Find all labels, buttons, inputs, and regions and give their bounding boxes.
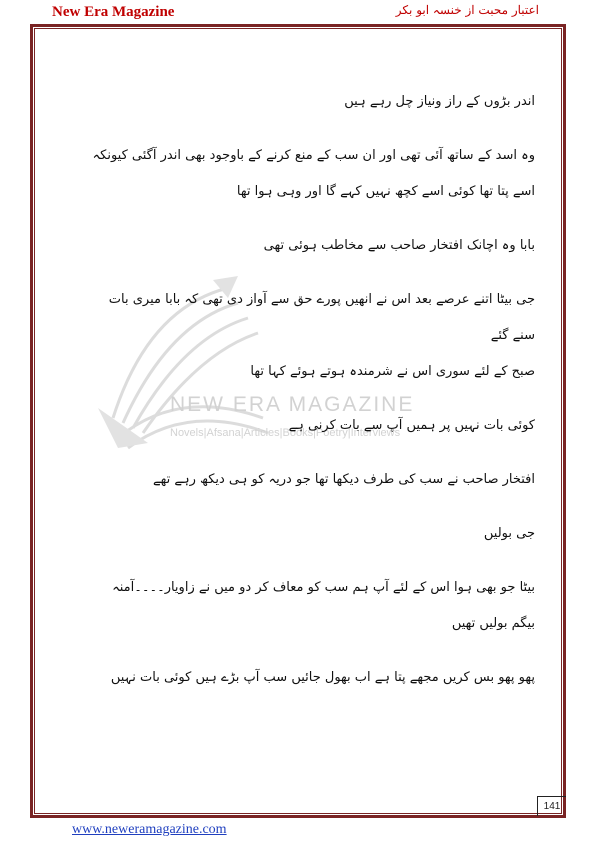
- watermark-title: NEW ERA MAGAZINE: [170, 393, 415, 416]
- text-line: جی بولیں: [483, 526, 535, 541]
- paragraph: [55, 660, 535, 696]
- paragraph: [55, 408, 535, 444]
- text-line: کوئی بات نہیں پر ہمیں آپ سے بات کرنی ہے: [288, 418, 535, 433]
- paragraph: [55, 282, 535, 354]
- text-line: سنے گئے: [490, 328, 535, 343]
- page-number: 141: [537, 796, 566, 816]
- text-line: بیگم بولیں تھیں: [451, 616, 535, 631]
- text-line: اندر بڑوں کے راز ونیاز چل رہے ہیں: [344, 94, 535, 109]
- website-link[interactable]: www.neweramagazine.com: [72, 822, 227, 837]
- text-line: افتخار صاحب نے سب کی طرف دیکھا تھا جو دریہ کو ہی دیکھ رہے تھے: [152, 472, 535, 487]
- paragraph: [55, 516, 535, 552]
- paragraph: [55, 462, 535, 498]
- text-line: بیٹا جو بھی ہوا اس کے لئے آپ ہم سب کو معاف کر دو میں نے زاویار۔۔۔۔آمنہ: [112, 580, 535, 595]
- paragraph: [55, 228, 535, 264]
- text-line: پھو پھو بس کریں مجھے پتا ہے اب بھول جائیں سب آپ بڑے ہیں کوئی بات نہیں: [110, 670, 535, 685]
- text-line: صبح کے لئے سوری اس نے شرمندہ ہوتے ہوئے کہا تھا: [250, 364, 535, 379]
- story-title: اعتبار محبت از خنسہ ابو بکر: [395, 3, 539, 17]
- paragraph: [55, 84, 535, 120]
- watermark-subtitle: Novels|Afsana|Articles|Books|Poetry|Interviews: [170, 427, 401, 439]
- text-line: اسے پتا تھا کوئی اسے کچھ نہیں کہے گا اور وہی ہوا تھا: [236, 184, 535, 199]
- paragraph: [55, 138, 535, 210]
- article-body: [55, 84, 535, 696]
- magazine-name: New Era Magazine: [52, 4, 175, 20]
- paragraph: [55, 354, 535, 390]
- text-line: وہ اسد کے ساتھ آئی تھی اور ان سب کے منع کرنے کے باوجود بھی اندر آگئی کیونکہ: [92, 148, 535, 163]
- text-line: بابا وہ اچانک افتخار صاحب سے مخاطب ہوئی تھی: [263, 238, 535, 253]
- text-line: جی بیٹا اتنے عرصے بعد اس نے انھیں پورے حق سے آواز دی تھی کہ بابا میری بات: [108, 292, 535, 307]
- paragraph: [55, 570, 535, 642]
